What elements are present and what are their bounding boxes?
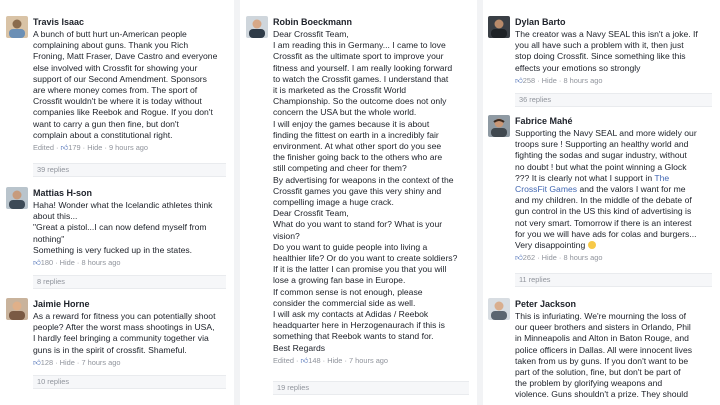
comment-meta: Edited · 👍︎148 · Hide · 7 hours ago	[273, 355, 389, 365]
avatar[interactable]	[246, 16, 268, 38]
thumbs-up-icon[interactable]: 👍︎	[515, 253, 523, 263]
comment-column-3	[482, 0, 720, 405]
timestamp[interactable]: 9 hours ago	[108, 143, 149, 153]
comment-meta: 👍︎258 · Hide · 8 hours ago	[515, 75, 603, 85]
like-count[interactable]: 128	[40, 357, 54, 367]
timestamp[interactable]: 7 hours ago	[81, 357, 121, 367]
timestamp[interactable]: 8 hours ago	[81, 258, 121, 268]
thumbs-up-icon[interactable]: 👍︎	[300, 355, 309, 365]
comment-column-1	[0, 0, 234, 405]
thumbs-up-icon[interactable]: 👍︎	[60, 143, 69, 153]
like-count[interactable]: 148	[308, 355, 321, 365]
comment-text: Dear Crossfit Team, I am reading this in Germany... I came to love Crossfit as the ultimate sport to improve your fitness and yourself. I am really looking forward to watch the Crossfit games. I understand that it is marketed as the Crossfit World Championship. So the outcome does not only concern the USA but the whole world. I will enjoy the games because it is about finding the fittest on earth in a incredibly fair environment. At what other sport do you see the finisher going back to the others who are still competing and cheer for them? By advertising for weapons in the context of the Crossfit games you gave this very shiny and compelling image a huge crack. Dear Crossfit Team, What do you want to stand for? What is your vision? Do you want to guide people into living a healthier life? Or do you want to create soldiers? If it is the latter I can promise you that you will lose a growing fan base in Europe. If common sense is not enough, please consider the commercial side as well. I will ask my contacts at Adidas / Reebok headquarter here in Herzogenaurach if this is something that Reebok wants to stand for. Best Regards	[273, 29, 458, 353]
comment-meta: 👍︎262 · Hide · 8 hours ago	[515, 253, 603, 263]
timestamp[interactable]: 8 hours ago	[563, 253, 603, 263]
hide-link[interactable]: Hide	[327, 355, 343, 365]
replies-link[interactable]: 8 replies	[33, 275, 226, 289]
thumbs-up-icon[interactable]: 👍︎	[33, 357, 41, 367]
edited-label[interactable]: Edited ·	[273, 355, 299, 365]
comment-meta: 👍︎128 · Hide · 7 hours ago	[33, 357, 121, 367]
hide-link[interactable]: Hide	[541, 253, 557, 263]
comment-author[interactable]: Fabrice Mahé	[515, 116, 573, 126]
crossfit-games-link[interactable]: CrossFit Games	[515, 184, 578, 195]
avatar[interactable]	[488, 16, 510, 38]
comment-text: A bunch of butt hurt un-American people complaining about guns. Thank you Rich Froning, Matt Fraser, Dave Castro and everyone else involved with Crossfit for showing your support of our Second Amendment. Sponsors are where money comes from. The sport of Crossfit wouldn't be where it is today without companies like Reebok and Rogue. If you don't want to carry a gun then fine, but don't complain about a constitutional right.	[33, 29, 218, 140]
comment-meta: 👍︎180 · Hide · 8 hours ago	[33, 258, 121, 268]
replies-link[interactable]: 11 replies	[515, 273, 712, 287]
comment-text: The creator was a Navy SEAL this isn't a joke. If you all have such a problem with it, then just stop doing Crossfit. Since something like this effects your emotions so strongly	[515, 29, 698, 73]
avatar[interactable]	[488, 298, 510, 320]
thumbs-up-icon[interactable]: 👍︎	[515, 75, 523, 85]
comment-text: Supporting the Navy SEAL and more widely our troops sure ! Supporting an healthy world and fighting the sodas and sugar industry, without no doubt ! but what the point winning a Glock ??? It is clearly not what I support in The CrossFit Games and the valors I want for me and my children. In the middle of the debate of gun control in the US this kind of advertising is not very smart. Tomorrow if there is an interest for you we will have ads for colas and burgers... Very disappointing	[515, 128, 697, 251]
comment-author[interactable]: Robin Boeckmann	[273, 17, 353, 27]
comment-author[interactable]: Travis Isaac	[33, 17, 85, 27]
comment-author[interactable]: Mattias H-son	[33, 188, 93, 198]
comment-text: This is infuriating. We're mourning the loss of our queer brothers and sisters in Orlando, Phil in Minneapolis and Alton in Baton Rouge, and police officers in Dallas. All were innocent lives taken from us by guns. If you don't want to be part of the solution, fine, but don't be part of the problem by glorifying weapons and violence. Guns shouldn't a prize. They should	[515, 311, 693, 400]
replies-link[interactable]: 19 replies	[273, 381, 469, 395]
hide-link[interactable]: Hide	[87, 143, 103, 153]
comment-meta: Edited · 👍︎179 · Hide · 9 hours ago	[33, 143, 149, 153]
replies-link[interactable]: 10 replies	[33, 375, 226, 389]
timestamp[interactable]: 7 hours ago	[348, 355, 389, 365]
replies-link[interactable]: 36 replies	[515, 93, 712, 107]
like-count[interactable]: 180	[40, 258, 54, 268]
comment-author[interactable]: Dylan Barto	[515, 17, 566, 27]
smile-emoji-icon	[588, 241, 596, 249]
edited-label[interactable]: Edited ·	[33, 143, 59, 153]
avatar[interactable]	[6, 16, 28, 38]
like-count[interactable]: 262	[522, 253, 536, 263]
like-count[interactable]: 258	[522, 75, 536, 85]
comment-author[interactable]: Peter Jackson	[515, 299, 577, 309]
avatar[interactable]	[488, 115, 510, 137]
comment-column-2	[240, 0, 477, 405]
thumbs-up-icon[interactable]: 👍︎	[33, 258, 41, 268]
comment-text: Haha! Wonder what the Icelandic athletes think about this... "Great a pistol...I can now defend myself from nothing" Something is very fucked up in the states.	[33, 200, 213, 255]
like-count[interactable]: 179	[68, 143, 81, 153]
comment-text: As a reward for fitness you can potentially shoot people? After the worst mass shootings in USA, I hardly feel bringing a community together via guns is in the spirit of crossfit. Shameful.	[33, 311, 216, 355]
avatar[interactable]	[6, 298, 28, 320]
hide-link[interactable]: Hide	[59, 258, 75, 268]
crossfit-games-link-start[interactable]: The	[654, 172, 670, 183]
hide-link[interactable]: Hide	[59, 357, 75, 367]
timestamp[interactable]: 8 hours ago	[563, 75, 603, 85]
hide-link[interactable]: Hide	[541, 75, 557, 85]
comment-author[interactable]: Jaimie Horne	[33, 299, 90, 309]
replies-link[interactable]: 39 replies	[33, 163, 226, 177]
avatar[interactable]	[6, 187, 28, 209]
